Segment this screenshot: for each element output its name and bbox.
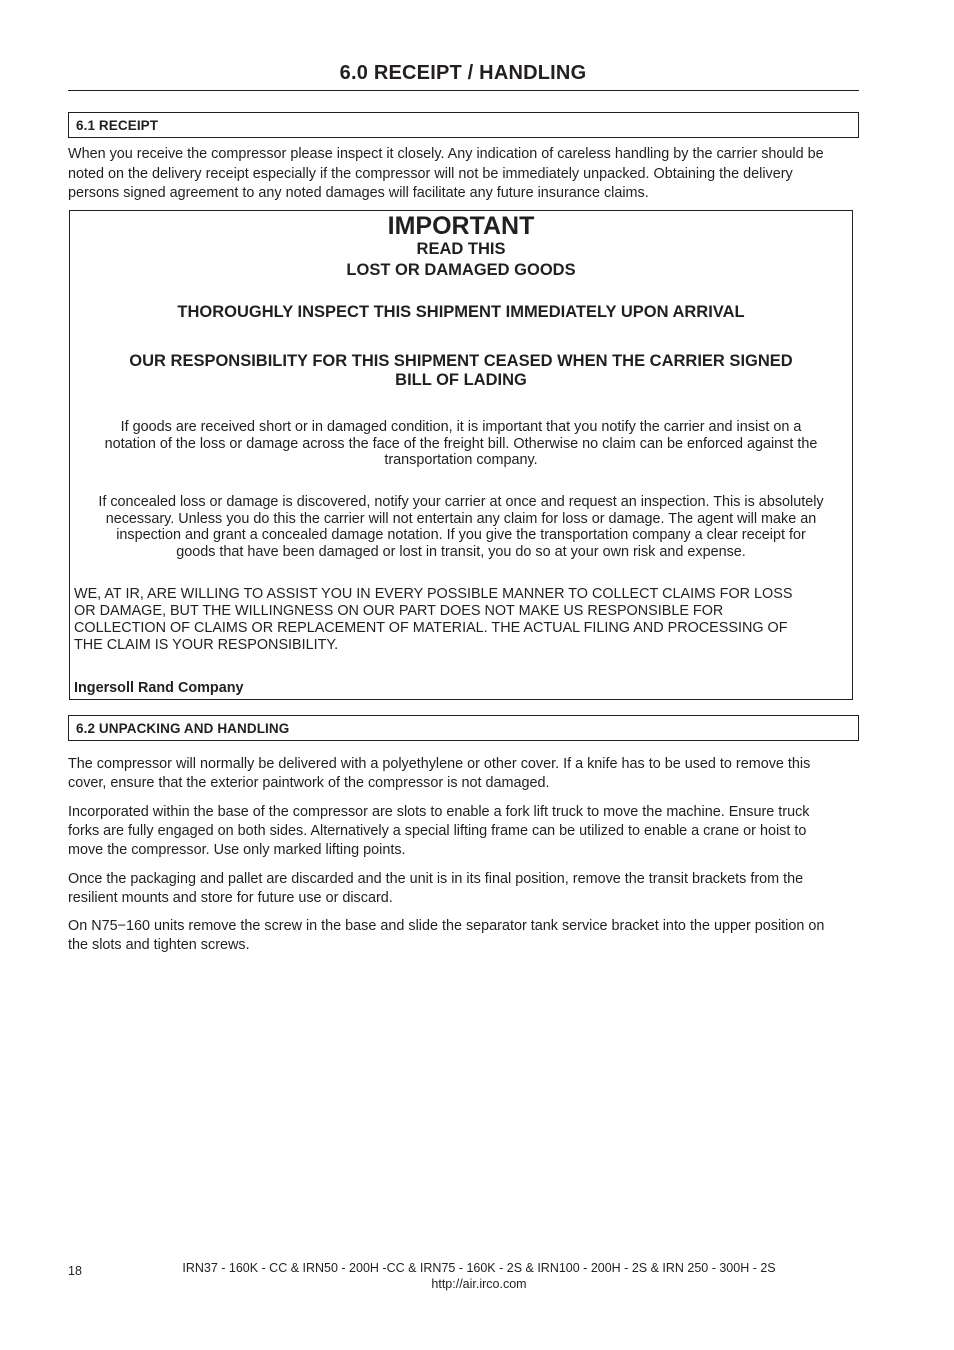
section-heading-box-receipt — [68, 112, 859, 138]
notice-concealed-line: inspection and grant a concealed damage notation. If you give the transportation company a clear receipt for — [116, 527, 806, 543]
notice-short-damaged-line: If goods are received short or in damaged condition, it is important that you notify the carrier and insist on a — [120, 419, 802, 435]
notice-read-this: READ THIS — [416, 240, 506, 258]
text-line: The compressor will normally be delivered with a polyethylene or other cover. If a knife has to be used to remove this — [68, 756, 811, 772]
notice-important-heading: IMPORTANT — [387, 212, 535, 240]
text-line: resilient mounts and store for future use or discard. — [68, 890, 393, 906]
notice-company-signature: Ingersoll Rand Company — [74, 680, 244, 696]
text-line: noted on the delivery receipt especially if the compressor will not be immediately unpacked. Obtaining the delivery — [68, 166, 793, 182]
footer-url-link[interactable]: http://air.irco.com — [431, 1277, 527, 1291]
notice-concealed-line: necessary. Unless you do this the carrier will not entertain any claim for loss or damage. The agent will make an — [105, 511, 817, 527]
section-heading-receipt: 6.1 RECEIPT — [76, 118, 159, 133]
text-line: forks are fully engaged on both sides. Alternatively a special lifting frame can be utilized to enable a crane or hoist to — [68, 823, 807, 839]
notice-inspect-shipment: THOROUGHLY INSPECT THIS SHIPMENT IMMEDIATELY UPON ARRIVAL — [177, 303, 745, 321]
notice-short-damaged-line: notation of the loss or damage across the face of the freight bill. Otherwise no claim can be enforced against the — [104, 436, 818, 452]
page-number: 18 — [68, 1264, 82, 1278]
notice-short-damaged-line: transportation company. — [384, 452, 538, 468]
notice-responsibility-line: OUR RESPONSIBILITY FOR THIS SHIPMENT CEASED WHEN THE CARRIER SIGNED — [129, 352, 793, 370]
notice-willing-line: WE, AT IR, ARE WILLING TO ASSIST YOU IN EVERY POSSIBLE MANNER TO COLLECT CLAIMS FOR LOSS — [74, 586, 793, 602]
page-title: 6.0 RECEIPT / HANDLING — [339, 62, 587, 84]
text-line: move the compressor. Use only marked lifting points. — [68, 842, 406, 858]
text-line: cover, ensure that the exterior paintwork of the compressor is not damaged. — [68, 775, 550, 791]
section-heading-unpacking: 6.2 UNPACKING AND HANDLING — [76, 721, 290, 736]
notice-concealed-line: goods that have been damaged or lost in transit, you do so at your own risk and expense. — [176, 544, 746, 560]
notice-willing-line: THE CLAIM IS YOUR RESPONSIBILITY. — [74, 637, 339, 653]
text-line: When you receive the compressor please inspect it closely. Any indication of careless handling by the carrier should be — [68, 146, 824, 162]
notice-responsibility-line: BILL OF LADING — [395, 371, 527, 389]
text-line: On N75−160 units remove the screw in the base and slide the separator tank service bracket into the upper position on — [68, 918, 825, 934]
text-line: Incorporated within the base of the compressor are slots to enable a fork lift truck to move the machine. Ensure truck — [68, 804, 810, 820]
text-line: Once the packaging and pallet are discarded and the unit is in its final position, remove the transit brackets from the — [68, 871, 804, 887]
title-divider — [68, 90, 859, 91]
notice-lost-damaged-goods: LOST OR DAMAGED GOODS — [346, 261, 576, 279]
footer-model-list: IRN37 - 160K - CC & IRN50 - 200H -CC & IRN75 - 160K - 2S & IRN100 - 200H - 2S & IRN 250 - 300H - 2S — [182, 1261, 776, 1275]
notice-concealed-line: If concealed loss or damage is discovered, notify your carrier at once and request an inspection. This is absolutely — [98, 494, 824, 510]
important-notice-box — [69, 210, 853, 700]
notice-willing-line: OR DAMAGE, BUT THE WILLINGNESS ON OUR PART DOES NOT MAKE US RESPONSIBLE FOR — [74, 603, 724, 619]
section-heading-box-unpacking — [68, 715, 859, 741]
footer-models — [68, 1260, 890, 1292]
notice-willing-line: COLLECTION OF CLAIMS OR REPLACEMENT OF MATERIAL. THE ACTUAL FILING AND PROCESSING OF — [74, 620, 788, 636]
text-line: persons signed agreement to any noted damages will facilitate any future insurance claims. — [68, 185, 649, 201]
text-line: the slots and tighten screws. — [68, 937, 250, 953]
